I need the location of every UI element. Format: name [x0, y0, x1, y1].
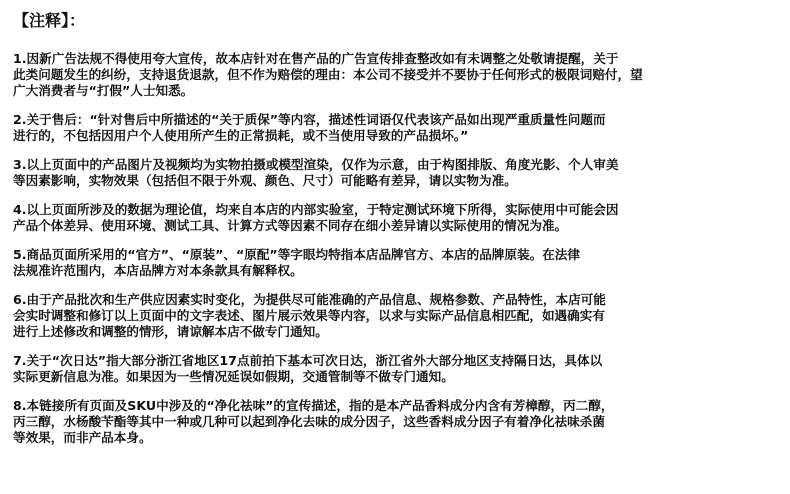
note-line: 实际更新信息为准。如果因为一些情况延误如假期，交通管制等不做专门通知。 [13, 369, 454, 384]
note-1 [13, 51, 776, 99]
note-7 [13, 353, 776, 385]
note-4 [13, 202, 776, 234]
note-line: 丙三醇，水杨酸苄酯等其中一种或几种可以起到净化去味的成分因子，这些香料成分因子有着净化祛味杀菌 [13, 414, 605, 429]
note-line: 7.关于“次日达”指大部分浙江省地区17点前拍下基本可次日达，浙江省外大部分地区支持隔日达，具体以 [13, 353, 603, 368]
note-5 [13, 247, 776, 279]
note-line: 等效果，而非产品本身。 [13, 430, 152, 445]
note-line: 2.关于售后：“针对售后中所描述的“关于质保”等内容，描述性词语仅代表该产品如出现严重质量性问题而 [13, 112, 606, 127]
note-line: 进行上述修改和调整的情形，请谅解本店不做专门通知。 [13, 324, 328, 339]
note-8 [13, 398, 776, 446]
note-line: 等因素影响，实物效果（包括但不限于外观、颜色、尺寸）可能略有差异，请以实物为准。 [13, 173, 517, 188]
note-line: 此类问题发生的纠纷，支持退货退款，但不作为赔偿的理由：本公司不接受并不要协于任何形式的极限词赔付，望 [13, 67, 643, 82]
note-3 [13, 157, 776, 189]
note-line: 4.以上页面所涉及的数据为理论值，均来自本店的内部实验室，于特定测试环境下所得，实际使用中可能会因 [13, 202, 619, 217]
note-line: 6.由于产品批次和生产供应因素实时变化，为提供尽可能准确的产品信息、规格参数、产品特性，本店可能 [13, 292, 606, 307]
note-line: 法规准许范围内，本店品牌方对本条款具有解释权。 [13, 263, 303, 278]
note-2 [13, 112, 776, 144]
note-line: 产品个体差异、使用环境、测试工具、计算方式等因素不同存在细小差异请以实际使用的情况为准。 [13, 218, 568, 233]
note-line: 8.本链接所有页面及SKU中涉及的“净化祛味”的宣传描述，指的是本产品香料成分内含有芳樟醇，丙二醇， [13, 398, 614, 413]
note-6 [13, 292, 776, 340]
note-line: 会实时调整和修订以上页面中的文字表述、图片展示效果等内容，以求与实际产品信息相匹配，如遇确实有 [13, 308, 605, 323]
notes-heading: 【注释】： [13, 11, 86, 30]
note-line: 1.因新广告法规不得使用夸大宣传，故本店针对在售产品的广告宣传排查整改如有未调整之处敬请提醒，关于 [13, 51, 619, 66]
note-line: 3.以上页面中的产品图片及视频均为实物拍摄或模型渲染，仅作为示意，由于构图排版、角度光影、个人审美 [13, 157, 619, 172]
note-line: 5.商品页面所采用的“官方”、“原装”、“原配”等字眼均特指本店品牌官方、本店的品牌原装。在法律 [13, 247, 580, 262]
note-line: 进行的，不包括因用户个人使用所产生的正常损耗，或不当使用导致的产品损坏。” [13, 128, 469, 143]
note-line: 广大消费者与“打假”人士知悉。 [13, 83, 194, 98]
